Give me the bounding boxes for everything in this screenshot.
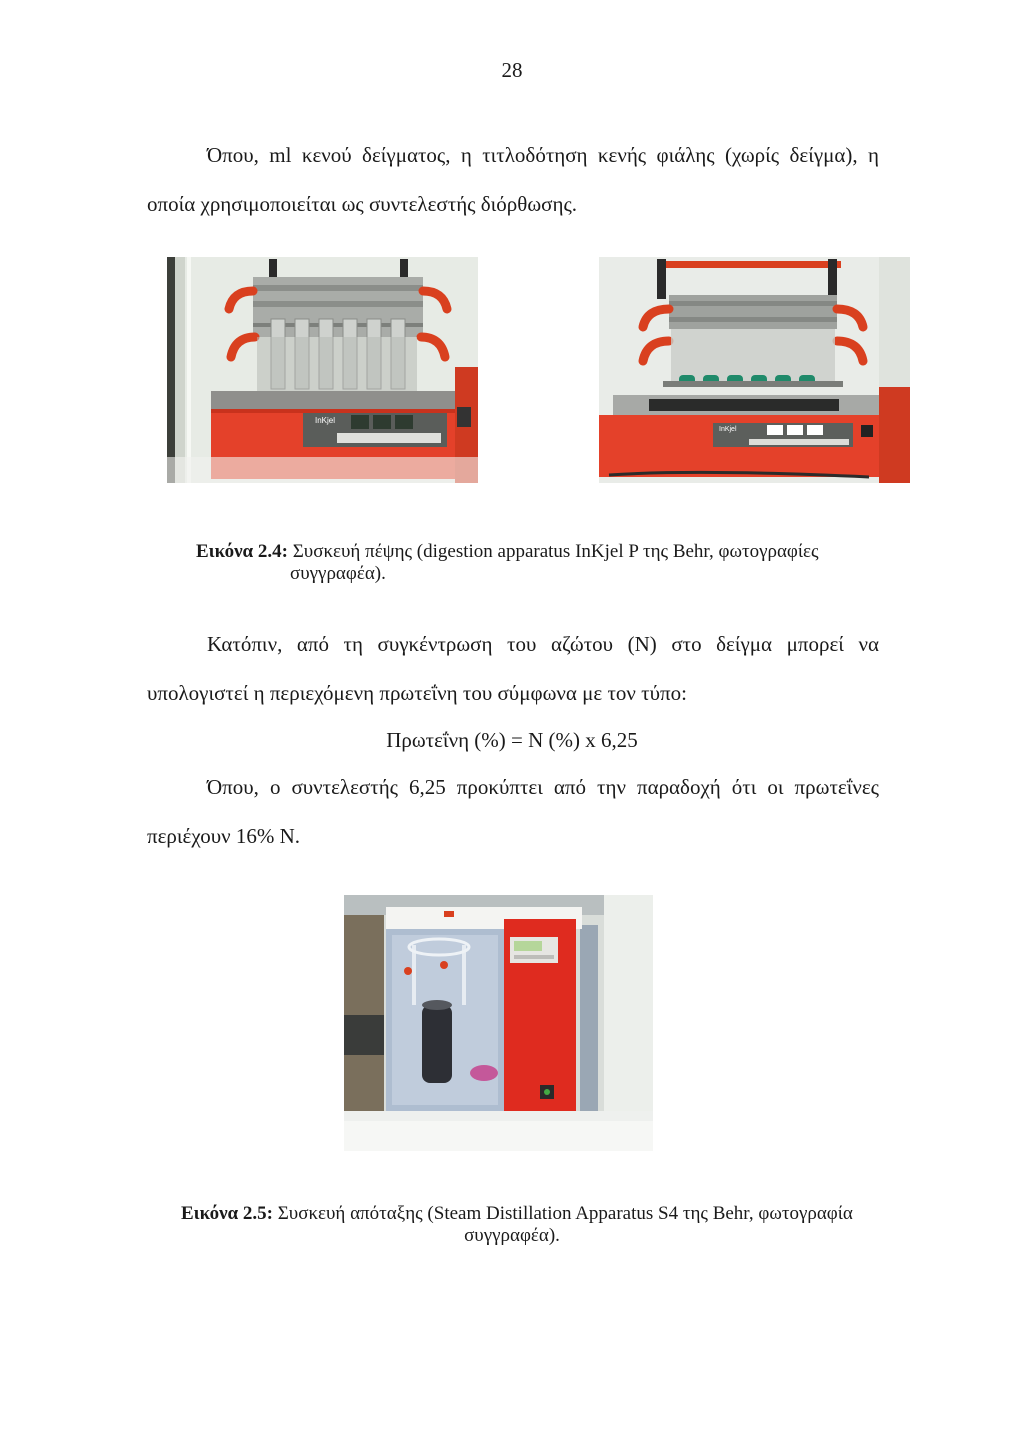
- paragraph-1: Όπου, ml κενού δείγματος, η τιτλοδότηση κενής φιάλης (χωρίς δείγμα), η οποία χρησιμοποιείται ως συντελεστής διόρθωσης.: [147, 143, 879, 216]
- figure-2-4-caption-line-2: συγγραφέα).: [290, 563, 386, 584]
- distillation-photo: [344, 895, 653, 1151]
- device-label-left: InKjel: [315, 416, 336, 425]
- device-label-right: InKjel: [719, 426, 737, 433]
- digestion-photo-right: [599, 257, 910, 483]
- figure-2-5-caption-line-2: συγγραφέα).: [464, 1225, 560, 1246]
- figure-2-4-caption: [196, 541, 856, 563]
- digestion-photo-left: [167, 257, 478, 483]
- figure-2-4-text: Συσκευή πέψης (digestion apparatus InKjel P της Behr, φωτογραφίες: [292, 541, 819, 562]
- protein-formula: Πρωτεΐνη (%) = Ν (%) x 6,25: [386, 728, 638, 752]
- figure-2-4-label: Εικόνα 2.4:: [196, 541, 288, 562]
- figure-2-5-text: Συσκευή απόταξης (Steam Distillation Apparatus S4 της Behr, φωτογραφία: [277, 1203, 853, 1224]
- paragraph-2: Κατόπιν, από τη συγκέντρωση του αζώτου (Ν) στο δείγμα μπορεί να υπολογιστεί η περιεχόμενη πρωτεΐνη του σύμφωνα με τον τύπο:: [147, 632, 879, 705]
- figure-2-5-caption: [181, 1203, 871, 1225]
- paragraph-3: Όπου, ο συντελεστής 6,25 προκύπτει από την παραδοχή ότι οι πρωτεΐνες περιέχουν 16% Ν.: [147, 775, 879, 848]
- figure-2-5-label: Εικόνα 2.5:: [181, 1203, 273, 1224]
- page-number: 28: [501, 58, 523, 82]
